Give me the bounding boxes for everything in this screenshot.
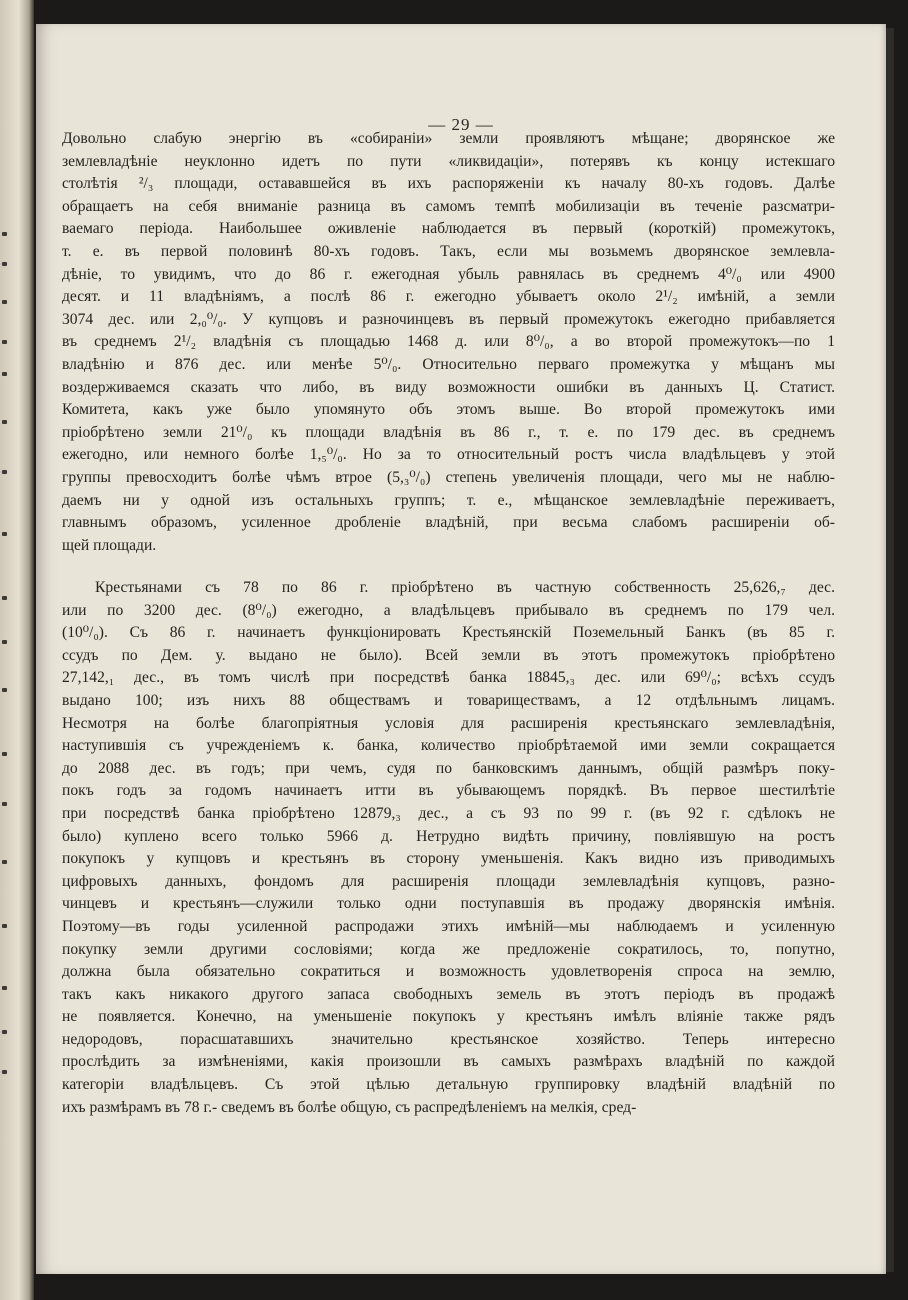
text-line: или по 3200 дес. (8⁰/₀) ежегодно, а владѣльцевъ прибывало въ среднемъ по 179 чел.: [62, 601, 835, 619]
text-line: дѣніе, то увидимъ, что до 86 г. ежегодная убыль равнялась въ среднемъ 4⁰/₀ или 4900: [62, 265, 835, 283]
text-line: чинцевъ и крестьянъ—служили только одни поступавшія въ продажу дворянскія имѣнія.: [62, 895, 835, 913]
text-line: землевладѣніе неуклонно идетъ по пути «ликвидаціи», потерявъ къ концу истекшаго: [62, 152, 835, 170]
adjacent-page-text-marks: [2, 0, 14, 1300]
text-line: ихъ размѣрамъ въ 78 г.- сведемъ въ болѣе общую, съ распредѣленіемъ на мелкія, сред-: [62, 1098, 637, 1116]
text-line: Поэтому—въ годы усиленной распродажи этихъ имѣній—мы наблюдаемъ и усиленную: [62, 917, 835, 935]
text-line: Комитета, какъ уже было упомянуто объ этомъ выше. Во второй промежутокъ ими: [62, 401, 835, 419]
text-line: покупокъ у купцовъ и крестьянъ въ сторону уменьшенія. Какъ видно изъ приводимыхъ: [62, 850, 835, 868]
text-line: до 2088 дес. въ годъ; при чемъ, судя по банковскимъ даннымъ, общій размѣръ поку-: [62, 759, 835, 777]
text-line: воздерживаемся сказать что либо, въ виду возможности ошибки въ данныхъ Ц. Статист.: [62, 378, 835, 396]
text-line: столѣтія ²/₃ площади, остававшейся въ ихъ распоряженіи къ началу 80-хъ годовъ. Далѣе: [62, 175, 835, 193]
paragraph-1: [62, 128, 835, 557]
text-line: Довольно слабую энергію въ «собираніи» земли проявляютъ мѣщане; дворянское же: [62, 130, 835, 147]
text-line: ежегодно, или немного болѣе 1,₅⁰/₀. Но за то относительный ростъ числа владѣльцевъ у этой: [62, 446, 835, 464]
text-line: при посредствѣ банка пріобрѣтено 12879,₃ дес., а съ 93 по 99 г. (въ 92 г. сдѣлокъ не: [62, 804, 835, 822]
text-line: не появляется. Конечно, на уменьшеніе покупокъ у крестьянъ имѣлъ вліяніе также рядъ: [62, 1008, 835, 1026]
text-line: прослѣдить за измѣненіями, какія произошли въ самыхъ размѣрахъ владѣній по каждой: [62, 1053, 835, 1071]
text-line: т. е. въ первой половинѣ 80-хъ годовъ. Такъ, если мы возьмемъ дворянское землевла-: [62, 242, 835, 260]
text-line: владѣнію и 876 дес. или менѣе 5⁰/₀. Относительно перваго промежутка у мѣщанъ мы: [62, 355, 835, 373]
text-line: обращаетъ на себя вниманіе разница въ самомъ темпѣ мобилизаціи въ теченіе разсматри-: [62, 197, 835, 215]
text-line: недородовъ, порасшатавшихъ значительно крестьянское хозяйство. Теперь интересно: [62, 1030, 835, 1048]
text-line: категоріи владѣльцевъ. Съ этой цѣлью детальную группировку владѣній владѣній по: [62, 1076, 835, 1094]
text-line: выдано 100; изъ нихъ 88 обществамъ и товариществамъ, а 12 отдѣльнымъ лицамъ.: [62, 691, 835, 709]
text-line: покъ годъ за годомъ начинаетъ итти въ убывающемъ порядкѣ. Въ первое шестилѣтіе: [62, 782, 835, 800]
page-edge-shadow: [886, 28, 894, 1272]
text-line: группы превосходитъ болѣе чѣмъ втрое (5,₃⁰/₀) степень увеличенія площади, чего мы не наблю-: [62, 468, 835, 486]
text-line: 27,142,₁ дес., въ томъ числѣ при посредствѣ банка 18845,₃ дес. или 69⁰/₀; всѣхъ ссудъ: [62, 669, 835, 687]
text-line: щей площади.: [62, 536, 157, 554]
text-line: цифровыхъ данныхъ, фондомъ для расширенія площади землевладѣнія купцовъ, разно-: [62, 872, 835, 890]
text-line: Крестьянами съ 78 по 86 г. пріобрѣтено въ частную собственность 25,626,₇ дес.: [95, 579, 835, 596]
book-page: [36, 24, 886, 1274]
text-line: главнымъ образомъ, усиленное дробленіе владѣній, при весьма слабомъ расширеніи об-: [62, 514, 835, 532]
text-line: было) куплено всего только 5966 д. Нетрудно видѣть причину, повліявшую на ростъ: [62, 827, 835, 845]
text-line: Несмотря на болѣе благопріятныя условія для расширенія крестьянскаго землевладѣнія,: [62, 714, 835, 732]
text-line: въ среднемъ 2¹/₂ владѣнія съ площадью 1468 д. или 8⁰/₀, а во второй промежутокъ—по 1: [62, 333, 835, 351]
text-line: (10⁰/₀). Съ 86 г. начинаетъ функціонировать Крестьянскій Поземельный Банкъ (въ 85 г.: [62, 624, 835, 642]
text-line: покупку земли другими сословіями; когда же предложеніе сократилось, то, попутно,: [62, 940, 835, 958]
text-line: должна была обязательно сократиться и возможность удовлетворенія спроса на землю,: [62, 963, 835, 981]
text-line: 3074 дес. или 2,₀⁰/₀. У купцовъ и разночинцевъ въ первый промежутокъ ежегодно прибавляется: [62, 310, 835, 328]
adjacent-page-edge: [0, 0, 34, 1300]
paragraph-2: [62, 577, 835, 1119]
text-line: ссудъ по Дем. у. выдано не было). Всей земли въ этотъ промежутокъ пріобрѣтено: [62, 646, 835, 664]
text-line: даемъ ни у одной изъ остальныхъ группъ; т. е., мѣщанское землевладѣніе переживаетъ,: [62, 491, 835, 509]
text-line: пріобрѣтено земли 21⁰/₀ къ площади владѣнія въ 86 г., т. е. по 179 дес. въ среднемъ: [62, 423, 835, 441]
text-line: такъ какъ никакого другого запаса свободныхъ земель въ этотъ періодъ въ продажѣ: [62, 985, 835, 1003]
page-number: — 29 —: [428, 115, 494, 134]
text-line: десят. и 11 владѣніямъ, а послѣ 86 г. ежегодно убываетъ около 2¹/₂ имѣній, а земли: [62, 288, 835, 306]
text-line: наступившія съ учрежденіемъ к. банка, количество пріобрѣтаемой ими земли сокращается: [62, 737, 835, 755]
text-line: ваемаго періода. Наибольшее оживленіе наблюдается въ первый (короткій) промежутокъ,: [62, 220, 835, 238]
